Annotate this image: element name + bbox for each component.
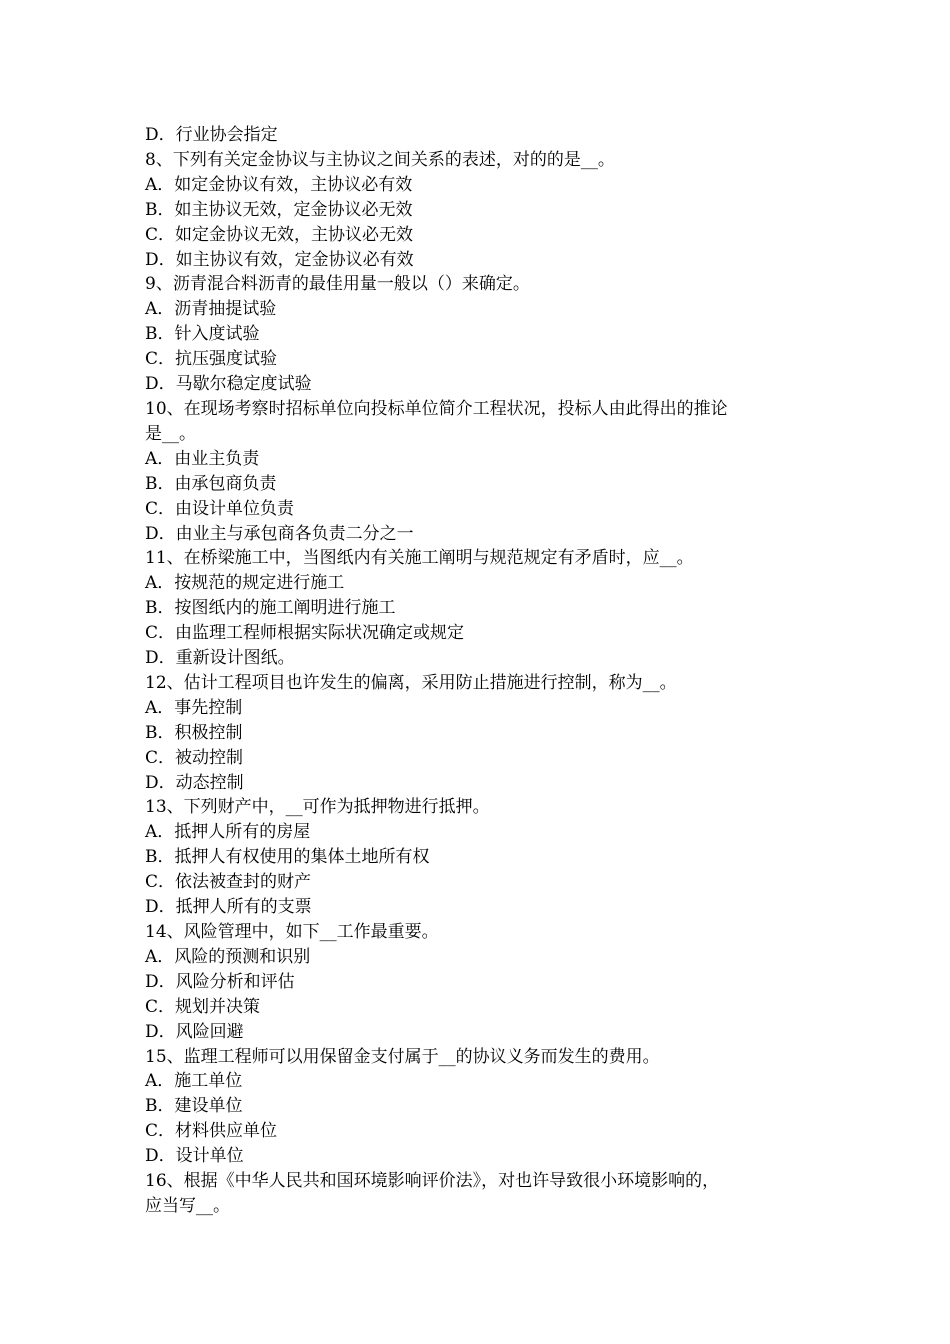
text-line: C．材料供应单位 [145, 1121, 278, 1142]
text-line: D．设计单位 [145, 1146, 244, 1167]
text-line: A．如定金协议有效，主协议必有效 [145, 174, 413, 195]
text-line: A．风险的预测和识别 [145, 946, 311, 967]
text-line: 15、监理工程师可以用保留金支付属于__的协议义务而发生的费用。 [145, 1046, 660, 1067]
text-line: D．重新设计图纸。 [145, 648, 295, 669]
text-line: D．行业协会指定 [145, 125, 278, 145]
text-line: C．被动控制 [145, 747, 244, 768]
text-line: 16、根据《中华人民共和国环境影响评价法》，对也许导致很小环境影响的， [145, 1171, 720, 1192]
text-line: D．由业主与承包商各负责二分之一 [145, 523, 414, 544]
text-line: 14、风险管理中，如下__工作最重要。 [145, 922, 439, 942]
text-line: A．施工单位 [145, 1071, 243, 1092]
text-line: C．抗压强度试验 [145, 349, 278, 370]
text-line: A．事先控制 [145, 697, 243, 718]
text-line: B．抵押人有权使用的集体土地所有权 [145, 847, 430, 868]
text-line: B．按图纸内的施工阐明进行施工 [145, 598, 396, 619]
document-page [145, 123, 815, 1219]
text-line: A．沥青抽提试验 [145, 299, 277, 320]
text-line: C．由监理工程师根据实际状况确定或规定 [145, 623, 465, 644]
document-body [145, 123, 815, 1219]
text-line: D．如主协议有效，定金协议必有效 [145, 249, 414, 270]
text-line: 13、下列财产中，__可作为抵押物进行抵押。 [145, 797, 490, 818]
text-line: A．由业主负责 [145, 448, 260, 469]
text-line: B．针入度试验 [145, 324, 260, 345]
text-line: 12、估计工程项目也许发生的偏离，采用防止措施进行控制，称为__。 [145, 672, 677, 693]
text-line: B．建设单位 [145, 1096, 243, 1117]
text-line: B．由承包商负责 [145, 473, 277, 494]
text-line: 应当写__。 [145, 1195, 230, 1216]
text-line: C．如定金协议无效，主协议必无效 [145, 224, 414, 245]
text-line: C．由设计单位负责 [145, 498, 295, 519]
text-line: D．抵押人所有的支票 [145, 897, 312, 918]
text-line: D．马歇尔稳定度试验 [145, 374, 312, 395]
text-line: D．风险回避 [145, 1021, 244, 1042]
text-line: A．抵押人所有的房屋 [145, 822, 311, 843]
text-line: 9、沥青混合料沥青的最佳用量一般以（）来确定。 [145, 274, 530, 295]
text-line: B．如主协议无效，定金协议必无效 [145, 199, 413, 220]
text-line: 8、下列有关定金协议与主协议之间关系的表述，对的的是__。 [145, 149, 615, 170]
text-line: 10、在现场考察时招标单位向投标单位简介工程状况，投标人由此得出的推论 [145, 398, 728, 419]
text-line: D．风险分析和评估 [145, 971, 295, 992]
text-line: C．依法被查封的财产 [145, 872, 312, 893]
text-line: A．按规范的规定进行施工 [145, 573, 345, 594]
text-line: 11、在桥梁施工中，当图纸内有关施工阐明与规范规定有矛盾时，应__。 [145, 548, 694, 569]
text-line: 是__。 [145, 423, 196, 444]
text-line: C．规划并决策 [145, 996, 261, 1017]
text-line: D．动态控制 [145, 772, 244, 793]
text-line: B．积极控制 [145, 722, 243, 743]
